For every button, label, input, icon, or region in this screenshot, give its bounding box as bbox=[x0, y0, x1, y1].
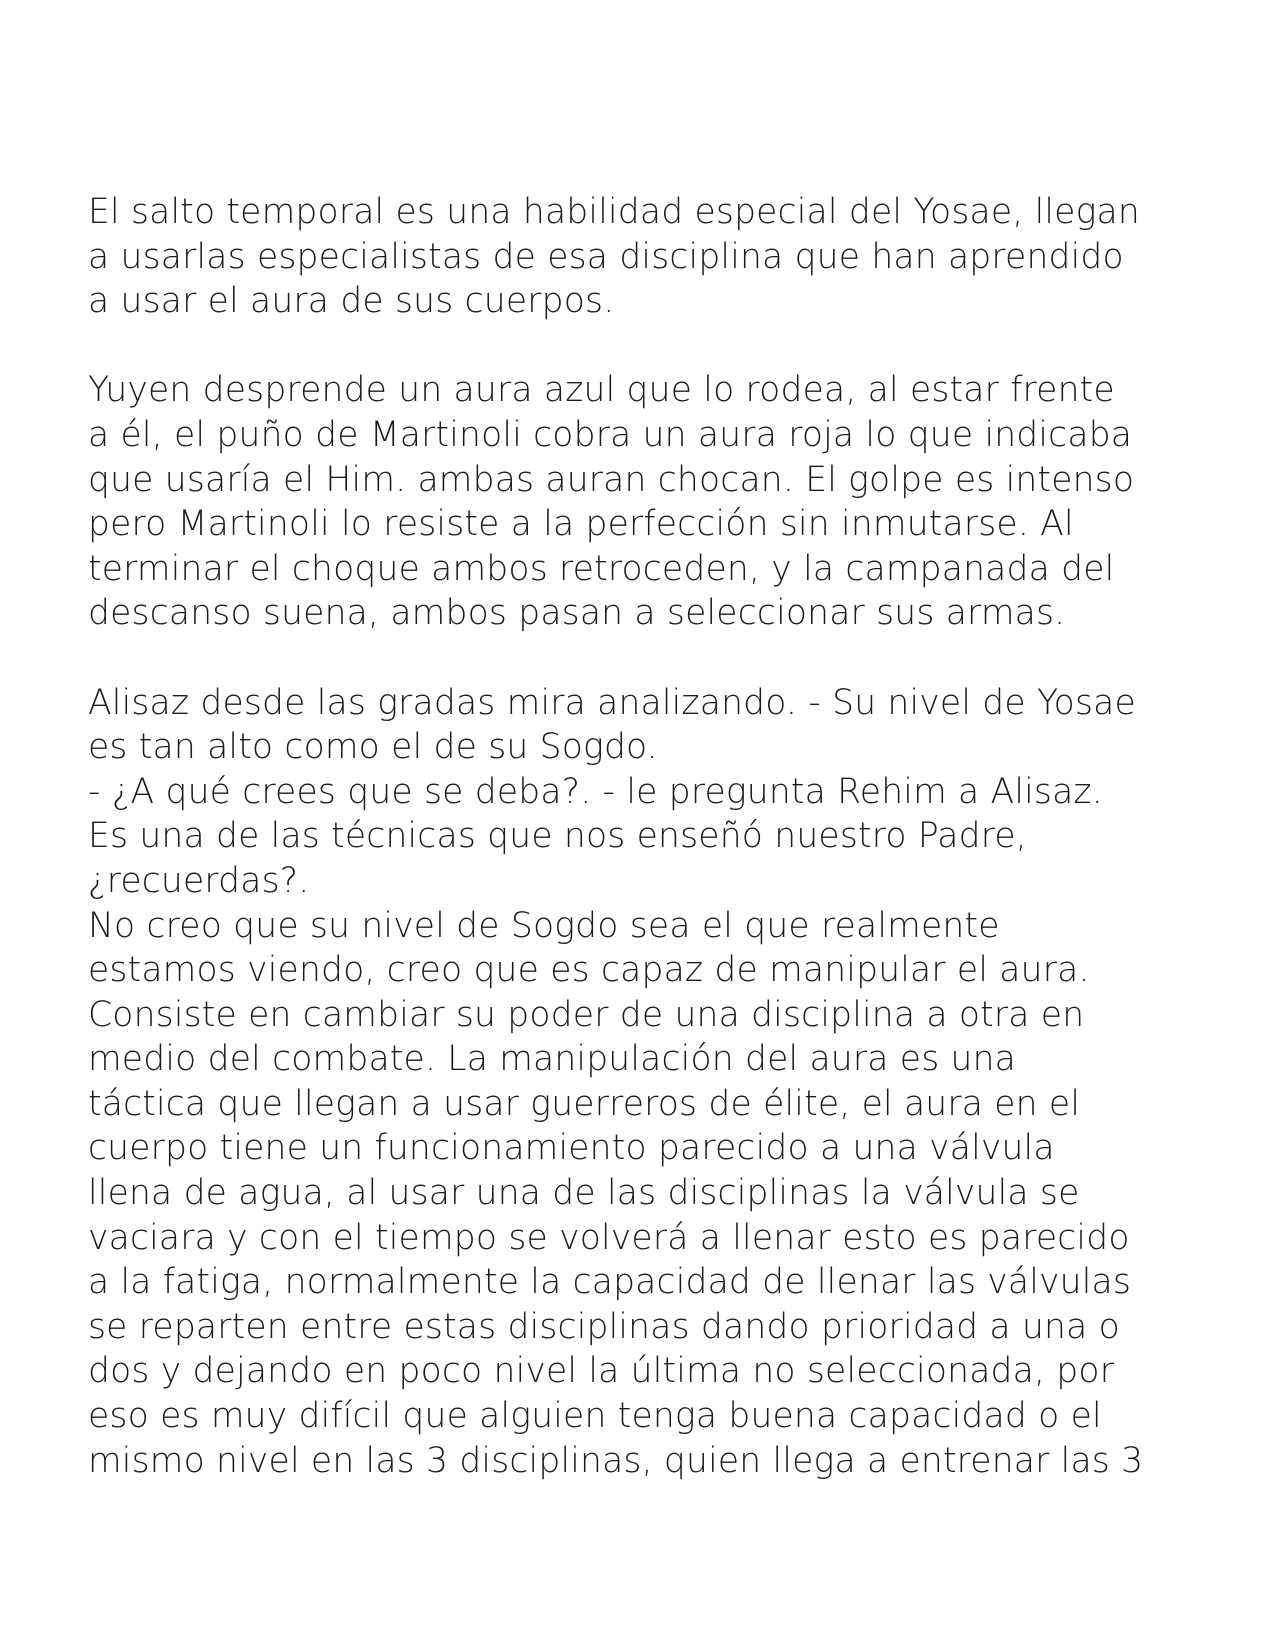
text-line: pero Martinoli lo resiste a la perfección sin inmutarse. Al bbox=[88, 504, 1074, 545]
text-line: estamos viendo, creo que es capaz de manipular el aura. bbox=[88, 950, 1090, 991]
paragraph-2 bbox=[88, 368, 1208, 636]
paragraph-spacer bbox=[88, 324, 1208, 369]
text-line: a él, el puño de Martinoli cobra un aura roja lo que indicaba bbox=[88, 414, 1133, 455]
text-line: No creo que su nivel de Sogdo sea el que realmente bbox=[88, 905, 1000, 946]
text-line: se reparten entre estas disciplinas dando prioridad a una o bbox=[88, 1306, 1120, 1347]
text-line: que usaría el Him. ambas auran chocan. El golpe es intenso bbox=[88, 459, 1135, 500]
text-line: dos y dejando en poco nivel la última no seleccionada, por bbox=[88, 1351, 1115, 1392]
text-line: a usar el aura de sus cuerpos. bbox=[88, 281, 615, 322]
text-line: Es una de las técnicas que nos enseñó nuestro Padre, bbox=[88, 816, 1027, 857]
text-line: Yuyen desprende un aura azul que lo rodea, al estar frente bbox=[88, 370, 1115, 411]
paragraph-3 bbox=[88, 681, 1208, 1484]
text-line: medio del combate. La manipulación del aura es una bbox=[88, 1039, 1017, 1080]
text-line: - ¿A qué crees que se deba?. - le pregunta Rehim a Alisaz. bbox=[88, 771, 1103, 812]
paragraph-spacer bbox=[88, 636, 1208, 681]
text-line: a usarlas especialistas de esa disciplina que han aprendido bbox=[88, 236, 1124, 277]
body-text bbox=[88, 190, 1208, 1483]
text-line: descanso suena, ambos pasan a seleccionar sus armas. bbox=[88, 593, 1066, 634]
text-line: eso es muy difícil que alguien tenga buena capacidad o el bbox=[88, 1396, 1102, 1437]
text-line: Alisaz desde las gradas mira analizando. - Su nivel de Yosae bbox=[88, 682, 1136, 723]
text-line: mismo nivel en las 3 disciplinas, quien llega a entrenar las 3 bbox=[88, 1440, 1144, 1481]
text-line: a la fatiga, normalmente la capacidad de llenar las válvulas bbox=[88, 1262, 1132, 1303]
text-line: táctica que llegan a usar guerreros de élite, el aura en el bbox=[88, 1083, 1081, 1124]
text-line: llena de agua, al usar una de las disciplinas la válvula se bbox=[88, 1173, 1080, 1214]
text-line: es tan alto como el de su Sogdo. bbox=[88, 727, 658, 768]
text-line: vaciara y con el tiempo se volverá a llenar esto es parecido bbox=[88, 1217, 1130, 1258]
paragraph-1 bbox=[88, 190, 1208, 324]
text-line: cuerpo tiene un funcionamiento parecido a una válvula bbox=[88, 1128, 1055, 1169]
text-line: Consiste en cambiar su poder de una disciplina a otra en bbox=[88, 994, 1085, 1035]
text-line: El salto temporal es una habilidad especial del Yosae, llegan bbox=[88, 192, 1140, 232]
text-line: ¿recuerdas?. bbox=[88, 860, 310, 901]
text-line: terminar el choque ambos retroceden, y la campanada del bbox=[88, 548, 1115, 589]
